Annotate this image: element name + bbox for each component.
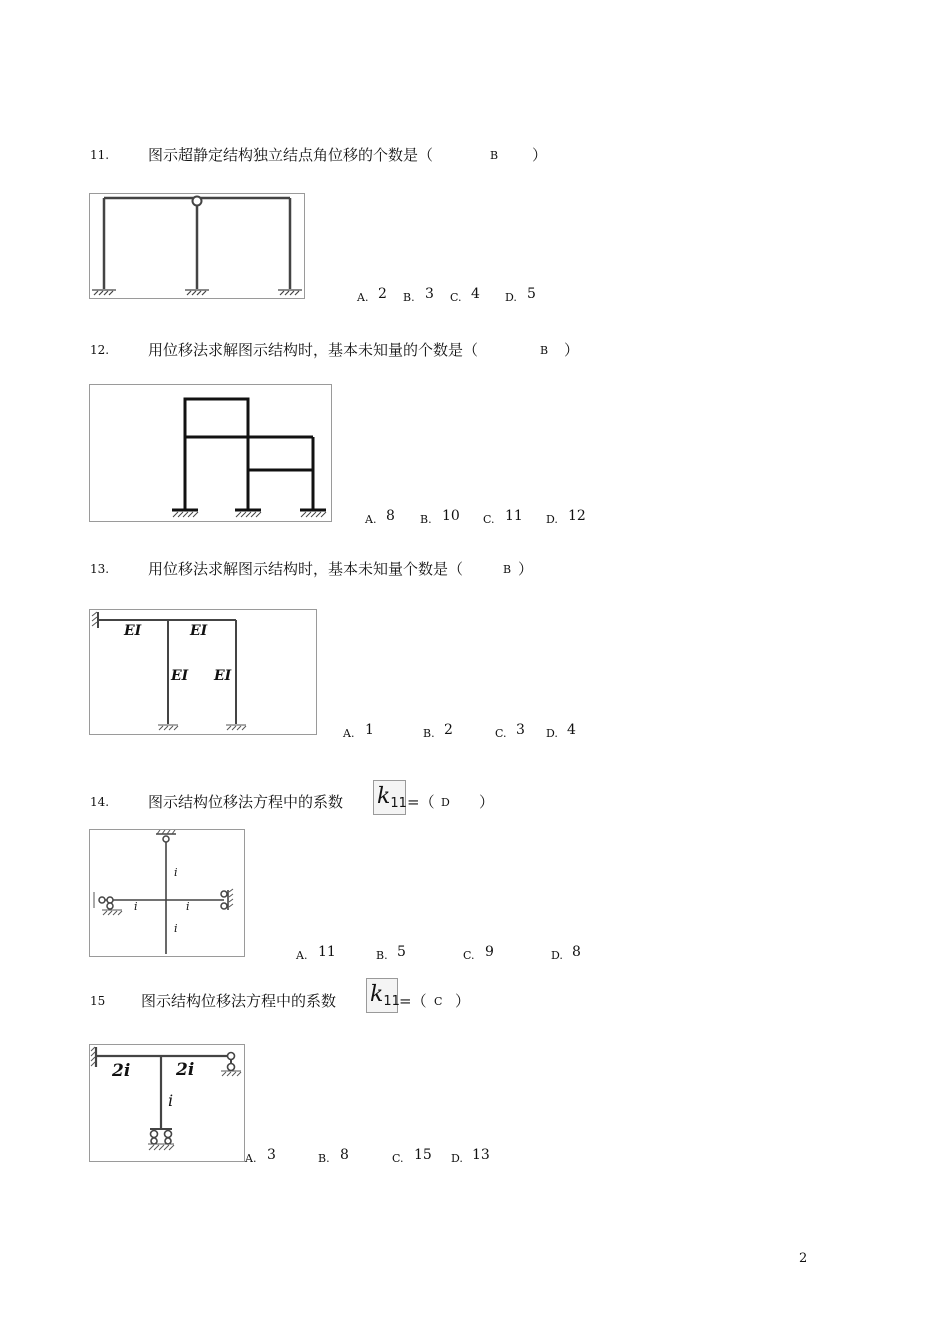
q13-option-d-label: D.: [546, 727, 558, 740]
q14-label-bottom-column: i: [174, 922, 178, 935]
q13-label-column-left: EI: [171, 668, 189, 684]
q15-close: ）: [455, 992, 471, 1010]
q13-option-a-label: A.: [343, 727, 355, 740]
q12-option-c-label: C.: [483, 513, 495, 526]
q15-answer: C: [434, 995, 443, 1008]
q12-option-c-value: 11: [505, 508, 523, 524]
q14-option-d-label: D.: [551, 949, 563, 962]
q11-option-c-value: 4: [471, 286, 480, 302]
q14-option-a-value: 11: [318, 944, 336, 960]
q15-option-a-label: A.: [245, 1152, 257, 1165]
q14-coefficient-symbol: [373, 780, 406, 815]
q15-coef-sub: 11: [383, 994, 400, 1009]
q11-option-b-value: 3: [425, 286, 434, 302]
q15-label-right-beam: 2i: [176, 1060, 195, 1080]
q11-answer: B: [490, 149, 499, 162]
q14-answer: D: [441, 796, 450, 809]
q12-option-b-label: B.: [420, 513, 432, 526]
q14-option-a-label: A.: [296, 949, 308, 962]
q14-equals: =（: [407, 793, 435, 811]
q14-label-left-beam: i: [134, 900, 138, 913]
q11-option-d-value: 5: [527, 286, 536, 302]
q14-stem: 图示结构位移法方程中的系数: [148, 793, 344, 811]
q15-option-d-label: D.: [451, 1152, 463, 1165]
q12-option-a-value: 8: [386, 508, 395, 524]
q14-label-top-column: i: [174, 866, 178, 879]
q14-close: ）: [479, 793, 495, 811]
q12-option-d-label: D.: [546, 513, 558, 526]
q15-label-left-beam: 2i: [112, 1061, 131, 1081]
q13-answer: B: [503, 563, 512, 576]
q13-figure: [89, 609, 317, 735]
q15-option-d-value: 13: [472, 1147, 490, 1163]
q15-coefficient-symbol: [366, 978, 398, 1013]
q12-number: 12.: [90, 343, 110, 357]
q13-option-d-value: 4: [567, 722, 576, 738]
q15-figure: [89, 1044, 245, 1162]
q15-option-c-label: C.: [392, 1152, 404, 1165]
q11-option-a-value: 2: [378, 286, 387, 302]
q11-option-b-label: B.: [403, 291, 415, 304]
q12-option-a-label: A.: [365, 513, 377, 526]
q12-option-d-value: 12: [568, 508, 586, 524]
q13-label-beam-right: EI: [190, 623, 208, 639]
q11-figure: [89, 193, 305, 299]
q11-close: ）: [532, 146, 548, 164]
q15-option-c-value: 15: [414, 1147, 432, 1163]
q15-option-b-label: B.: [318, 1152, 330, 1165]
q15-label-column: i: [168, 1091, 174, 1110]
q15-number: 15: [90, 994, 106, 1008]
q12-close: ）: [564, 341, 580, 359]
q11-option-a-label: A.: [357, 291, 369, 304]
page-number: 2: [799, 1251, 808, 1266]
q13-option-b-label: B.: [423, 727, 435, 740]
q11-stem: 图示超静定结构独立结点角位移的个数是（: [148, 146, 434, 164]
q13-option-b-value: 2: [444, 722, 453, 738]
q15-option-a-value: 3: [267, 1147, 276, 1163]
q14-number: 14.: [90, 795, 110, 809]
q14-option-b-label: B.: [376, 949, 388, 962]
q12-option-b-value: 10: [442, 508, 460, 524]
q14-option-c-label: C.: [463, 949, 475, 962]
q14-figure: [89, 829, 245, 957]
q13-close: ）: [518, 560, 534, 578]
q13-stem: 用位移法求解图示结构时，基本未知量个数是（: [148, 560, 464, 578]
q12-answer: B: [540, 344, 549, 357]
q11-option-d-label: D.: [505, 291, 517, 304]
q13-number: 13.: [90, 562, 110, 576]
q14-option-d-value: 8: [572, 944, 581, 960]
q15-option-b-value: 8: [340, 1147, 349, 1163]
q13-option-a-value: 1: [365, 722, 374, 738]
q14-label-right-beam: i: [186, 900, 190, 913]
q15-equals: =（: [399, 992, 427, 1010]
q11-option-c-label: C.: [450, 291, 462, 304]
q13-label-column-right: EI: [214, 668, 232, 684]
q12-stem: 用位移法求解图示结构时，基本未知量的个数是（: [148, 341, 479, 359]
q15-coef-k: k: [370, 982, 384, 1007]
q15-stem: 图示结构位移法方程中的系数: [141, 992, 337, 1010]
q12-figure: [89, 384, 332, 522]
q13-option-c-label: C.: [495, 727, 507, 740]
q14-coef-sub: 11: [390, 796, 407, 811]
q14-coef-k: k: [377, 784, 391, 809]
q14-option-b-value: 5: [397, 944, 406, 960]
q13-option-c-value: 3: [516, 722, 525, 738]
q14-option-c-value: 9: [485, 944, 494, 960]
q11-number: 11.: [90, 148, 110, 162]
q13-label-beam-left: EI: [124, 623, 142, 639]
